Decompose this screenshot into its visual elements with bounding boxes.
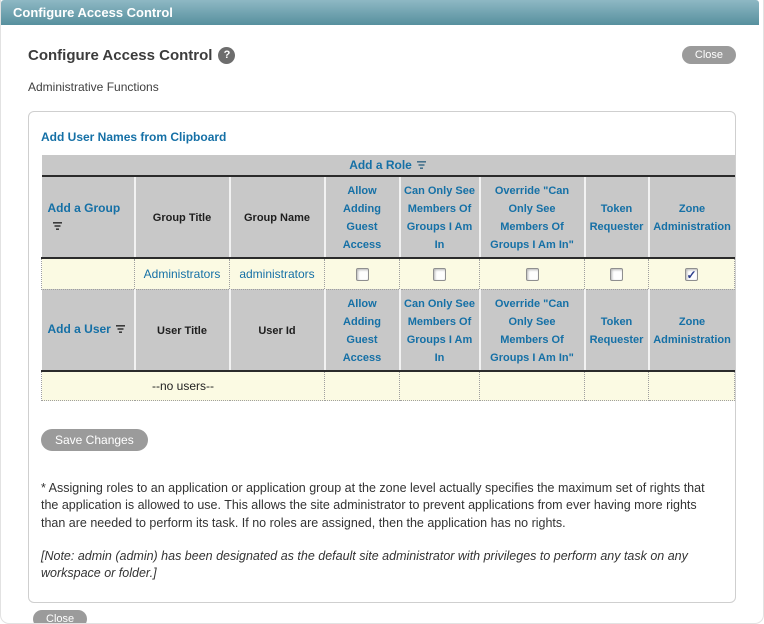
add-role-label[interactable]: Add a Role (349, 157, 412, 172)
close-button-bottom[interactable]: Close (33, 610, 87, 624)
override-can-only-see-members-column-header: Override "Can Only See Members Of Groups I Am In" (490, 297, 574, 364)
group-title-column-header: Group Title (152, 212, 212, 224)
allow-adding-guest-access-column-header: Allow Adding Guest Access (342, 297, 382, 364)
group-name-link[interactable]: administrators (239, 266, 315, 281)
can-only-see-members-checkbox[interactable] (433, 268, 446, 281)
add-a-group-label[interactable]: Add a Group (47, 200, 121, 215)
can-only-see-members-column-header: Can Only See Members Of Groups I Am In (404, 297, 475, 364)
zone-administration-checkbox[interactable] (685, 268, 698, 281)
user-id-column-header: User Id (258, 324, 296, 337)
group-columns-header-row (42, 176, 735, 258)
filter-icon (52, 218, 63, 236)
filter-icon (416, 159, 427, 173)
save-changes-button[interactable]: Save Changes (41, 429, 148, 451)
empty-cell (325, 371, 400, 401)
token-requester-checkbox[interactable] (610, 268, 623, 281)
group-data-row (42, 258, 735, 289)
can-only-see-members-column-header: Can Only See Members Of Groups I Am In (404, 185, 475, 251)
add-a-group-header-cell[interactable] (42, 176, 135, 258)
roles-footnote: * Assigning roles to an application or application group at the zone level actually specifies the maximum set of rights that the application is allowed to use. This allows the site administrator to prevent applications from ever having more rights than are needed to perform its task. If no roles are assigned, then the application has no rights. (41, 481, 705, 530)
add-role-header-cell[interactable] (42, 155, 735, 176)
close-button-top[interactable]: Close (682, 46, 736, 64)
empty-cell (400, 371, 480, 401)
access-control-table (41, 155, 735, 401)
add-a-user-label[interactable]: Add a User (47, 322, 111, 336)
add-a-user-header-cell[interactable] (42, 289, 135, 371)
override-can-only-see-members-column-header: Override "Can Only See Members Of Groups I Am In" (490, 185, 574, 251)
access-control-panel (28, 111, 736, 603)
empty-cell (480, 371, 585, 401)
no-users-row (42, 371, 735, 401)
filter-icon (115, 321, 126, 339)
user-columns-header-row (42, 289, 735, 371)
no-users-cell: --no users-- (42, 371, 325, 401)
section-label: Administrative Functions (28, 80, 159, 94)
user-title-column-header: User Title (157, 324, 207, 337)
add-role-header-row (42, 155, 735, 176)
token-requester-column-header: Token Requester (589, 203, 644, 233)
override-can-only-see-members-checkbox[interactable] (526, 268, 539, 281)
allow-adding-guest-access-checkbox[interactable] (356, 268, 369, 281)
group-row-empty-cell (42, 258, 135, 289)
zone-administration-column-header: Zone Administration (653, 203, 731, 233)
group-title-link[interactable]: Administrators (143, 266, 221, 281)
zone-administration-column-header: Zone Administration (653, 315, 731, 346)
window-titlebar (1, 0, 759, 25)
group-name-column-header: Group Name (243, 212, 310, 224)
empty-cell (585, 371, 649, 401)
allow-adding-guest-access-column-header: Allow Adding Guest Access (342, 185, 382, 251)
admin-note: [Note: admin (admin) has been designated as the default site administrator with privileges to perform any task on any workspace or folder.] (41, 548, 688, 580)
token-requester-column-header: Token Requester (589, 315, 644, 346)
help-icon[interactable]: ? (218, 47, 235, 64)
window-title: Configure Access Control (13, 5, 173, 20)
page-title: Configure Access Control (28, 46, 213, 64)
add-user-names-from-clipboard-link[interactable]: Add User Names from Clipboard (41, 130, 227, 144)
empty-cell (649, 371, 735, 401)
